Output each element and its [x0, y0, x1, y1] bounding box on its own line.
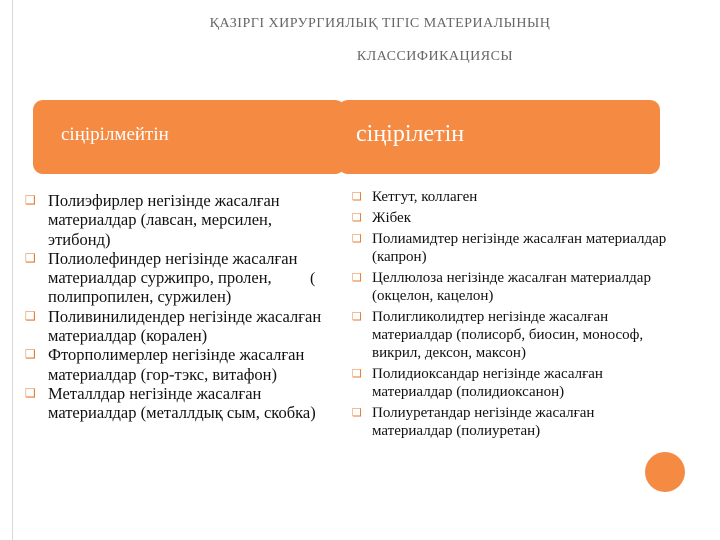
checkbox-bullet-icon: ❑ [352, 367, 362, 380]
list-item-text: Полиэфирлер негізінде жасалған материалдар (лавсан, мерсилен, этибонд) [48, 191, 280, 249]
checkbox-bullet-icon: ❑ [25, 347, 36, 362]
checkbox-bullet-icon: ❑ [352, 232, 362, 245]
list-item [352, 365, 677, 401]
non-absorbable-list [20, 191, 330, 423]
list-item [20, 249, 330, 307]
checkbox-bullet-icon: ❑ [352, 190, 362, 203]
slide-title-line1: ҚАЗІРГІ ХИРУРГИЯЛЫҚ ТІГІС МАТЕРИАЛЫНЫҢ [209, 16, 551, 31]
checkbox-bullet-icon: ❑ [25, 308, 36, 323]
list-item [352, 269, 677, 305]
list-item [20, 384, 330, 423]
list-item-text: Полиуретандар негізінде жасалған материалдар (полиуретан) [372, 405, 595, 439]
non-absorbable-header [33, 100, 345, 174]
checkbox-bullet-icon: ❑ [25, 250, 36, 265]
list-item [352, 404, 677, 440]
checkbox-bullet-icon: ❑ [352, 211, 362, 224]
checkbox-bullet-icon: ❑ [352, 271, 362, 284]
list-item-text: Жібек [372, 210, 411, 226]
slide-title-line2: КЛАССИФИКАЦИЯСЫ [356, 49, 514, 64]
absorbable-header [338, 100, 660, 174]
list-item-text: Металлдар негізінде жасалған материалдар (металлдық сым, скобка) [48, 383, 316, 423]
checkbox-bullet-icon: ❑ [25, 193, 36, 207]
list-item-text: Поливинилидендер негізінде жасалған материалдар (корален) [48, 306, 322, 346]
slide-left-border [12, 0, 13, 540]
non-absorbable-header-label: сіңірілмейтін [61, 124, 169, 145]
list-item-text: Полидиоксандар негізінде жасалған материалдар (полидиоксанон) [372, 366, 603, 400]
checkbox-bullet-icon: ❑ [352, 406, 362, 419]
checkbox-bullet-icon: ❑ [25, 385, 36, 400]
list-item-text: Полиамидтер негізінде жасалған материалдар (капрон) [372, 231, 667, 265]
list-item-text: Кетгут, коллаген [372, 189, 478, 205]
list-item-text: Целлюлоза негізінде жасалған материалдар (окцелон, кацелон) [372, 270, 651, 304]
list-item [352, 188, 677, 206]
absorbable-list [352, 188, 677, 440]
list-item [20, 345, 330, 384]
decorative-circle [645, 452, 685, 492]
list-item [20, 191, 330, 249]
list-item [352, 230, 677, 266]
list-item-text: Фторполимерлер негізінде жасалған материалдар (гор-тэкс, витафон) [48, 345, 305, 384]
list-item [20, 307, 330, 346]
list-item-text: Полигликолидтер негізінде жасалған материалдар (полисорб, биосин, монософ, викрил, дексон, максон) [372, 309, 644, 361]
list-item-text: Полиолефиндер негізінде жасалған материалдар суржипро, пролен, полипропилен, суржилен) [48, 248, 298, 307]
list-item [352, 308, 677, 362]
checkbox-bullet-icon: ❑ [352, 310, 362, 323]
stray-parenthesis: ( [310, 270, 316, 287]
list-item [352, 209, 677, 227]
absorbable-header-label: сіңірілетін [356, 120, 465, 147]
